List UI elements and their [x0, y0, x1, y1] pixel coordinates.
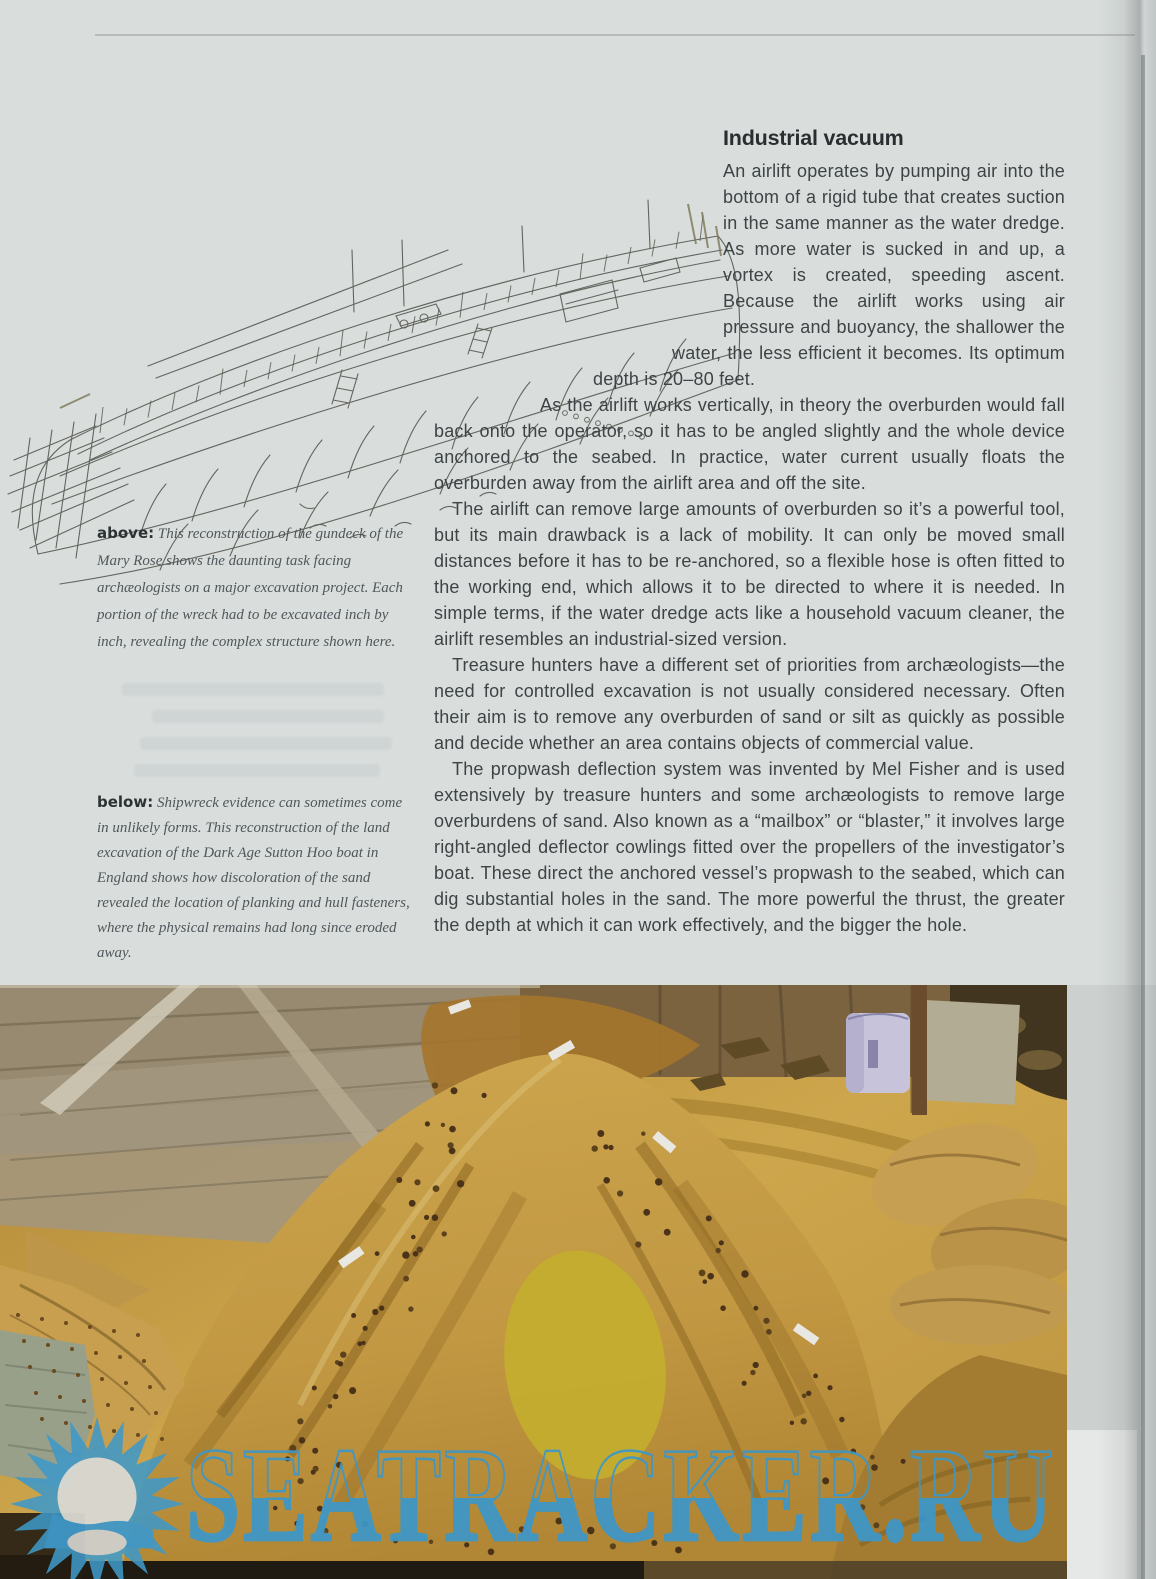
sun-logo-icon — [4, 1410, 194, 1579]
page-showthrough — [152, 710, 384, 723]
page-showthrough — [140, 737, 392, 750]
caption-above-text: This reconstruction of the gundeck of the Mary Rose shows the daunting task facing archæologists on a major excavation project. Each portion of the wreck had to be excavated inch by inch, revealing the complex structure shown here. — [97, 526, 404, 650]
paragraph-propwash: The propwash deflection system was invented by Mel Fisher and is used extensively by treasure hunters and some archæologists to remove large overburdens of sand. Also known as a “mailbox” or “blaster,” it involves large right-angled deflector cowlings fitted over the propellers of the investigator’s boat. These direct the anchored vessel’s propwash to the seabed, which can dig substantial holes in the sand. The more powerful the thrust, the greater the depth at which it can work effectively, and the bigger the hole. — [434, 759, 1065, 935]
top-rule — [95, 34, 1135, 36]
wrap-spacer — [434, 340, 672, 366]
caption-above — [97, 520, 415, 656]
section-heading: Industrial vacuum — [723, 126, 904, 150]
caption-below-label: below: — [97, 793, 154, 811]
page-showthrough — [122, 683, 384, 696]
paragraph-airlift-mobility: The airlift can remove large amounts of overburden so it’s a powerful tool, but its main drawback is a lack of mobility. It can only be moved small distances before it has to be re-anchored, so a flexible hose is often fitted to the working end, which allows it to be directed to where it is needed. In simple terms, if the water dredge acts like a household vacuum cleaner, the airlift resembles an industrial-sized version. — [434, 499, 1065, 649]
page-margin-highlight — [1067, 1430, 1137, 1579]
caption-above-label: above: — [97, 524, 155, 542]
wrap-spacer — [434, 118, 723, 340]
watermark-text: SEATRACKER.RU — [186, 1418, 1056, 1573]
article-body — [434, 118, 1065, 938]
caption-below — [97, 790, 415, 966]
paragraph-airlift: An airlift operates by pumping air into the bottom of a rigid tube that creates suction in the same manner as the water dredge. As more water is sucked in and up, a vortex is created, speeding ascent. Because the airlift works using air pressure and buoyancy, the shallower the water, the less efficient it becomes. Its optimum depth is 20–80 feet. — [593, 161, 1065, 389]
paragraph-airlift-vertical: As the airlift works vertically, in theory the overburden would fall back onto the operator, so it has to be angled slightly and the whole device anchored to the seabed. In practice, water current usually floats the overburden away from the airlift area and off the site. — [434, 395, 1065, 493]
wrap-spacer — [434, 392, 522, 418]
wrap-spacer — [434, 366, 593, 392]
paragraph-treasure-hunters: Treasure hunters have a different set of priorities from archæologists—the need for controlled excavation is not usually considered necessary. Often their aim is to remove any overburden of sand or silt as quickly as possible and decide whether an area contains objects of commercial value. — [434, 655, 1065, 753]
page-edge-line — [1141, 55, 1145, 1579]
caption-below-text: Shipwreck evidence can sometimes come in unlikely forms. This reconstruction of the land excavation of the Dark Age Sutton Hoo boat in England shows how discoloration of the sand revealed the location of planking and hull fasteners, where the physical remains had long since eroded away. — [97, 795, 410, 961]
page-showthrough — [134, 764, 380, 777]
